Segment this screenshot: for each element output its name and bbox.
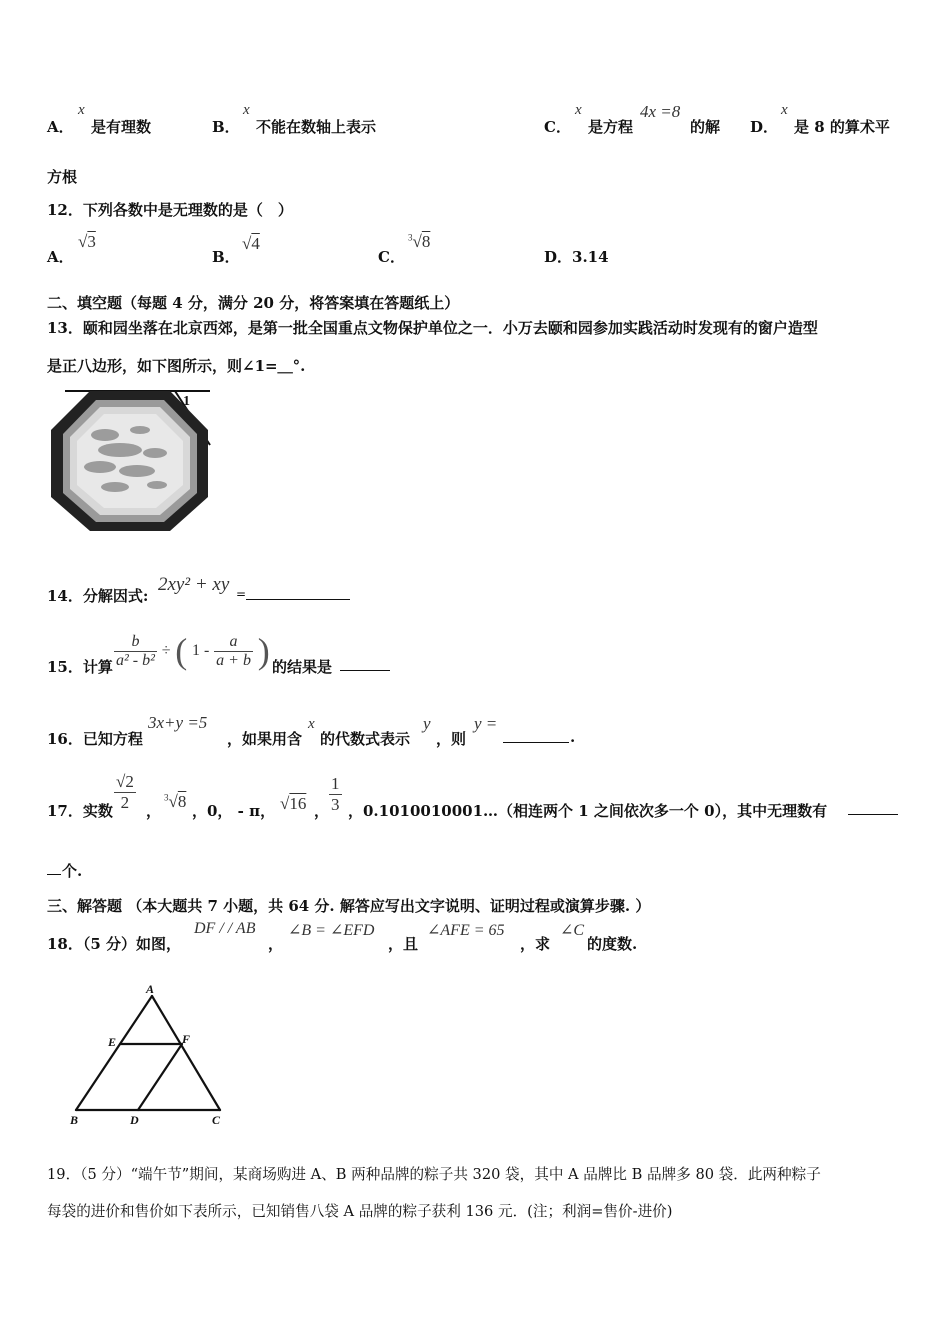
q19-line-2: 每袋的进价和售价如下表所示，已知销售八袋 A 品牌的粽子获利 136 元．(注；利润=售价-进价) xyxy=(47,1203,673,1220)
q12-option-c-root: $^3$√8 xyxy=(408,232,431,251)
q15-fraction-2: $\frac{a}{a + b}$ xyxy=(216,632,251,669)
q15-tail: 的结果是 xyxy=(272,658,333,676)
q11-option-c-text: 是方程 xyxy=(588,118,634,136)
q14-answer-blank[interactable] xyxy=(246,585,350,604)
q11-option-c-var: x xyxy=(575,102,582,118)
q19-line-1: 19．（5 分）“端午节”期间，某商场购进 A、B 两种品牌的粽子共 320 袋，其中 A 品牌比 B 品牌多 80 袋．此两种粽子 xyxy=(47,1166,821,1183)
q15-divide: ÷ xyxy=(161,642,171,659)
q16-mid-1: ，如果用含 xyxy=(227,730,303,748)
right-paren: ) xyxy=(257,631,270,671)
blank-line[interactable] xyxy=(340,656,390,671)
q11-continuation: 方根 xyxy=(47,168,78,186)
q14-label: 14．分解因式: xyxy=(47,587,149,605)
q16-var-y: y xyxy=(423,714,431,733)
q18-sep-3: ，求 xyxy=(520,935,551,953)
q17-label: 17．实数 xyxy=(47,802,113,820)
q15-label: 15．计算 xyxy=(47,658,113,676)
q11-option-a: A． xyxy=(47,118,74,136)
sqrt-sign: √ xyxy=(280,794,290,813)
side-ab xyxy=(76,996,152,1110)
label-e: E xyxy=(108,1035,117,1049)
label-a: A xyxy=(146,982,155,996)
q15-answer-blank[interactable] xyxy=(340,656,390,675)
q14-equals: = xyxy=(236,587,247,601)
q17-sqrt-16: √16 xyxy=(280,794,307,813)
q17-rest-1: ，0， - π， xyxy=(192,802,276,820)
q13-line-1: 13．颐和园坐落在北京西郊，是第一批全国重点文物保护单位之一．小万去颐和园参加实践活动时发现有的窗户造型 xyxy=(47,319,818,337)
q13-line-2: 是正八边形，如下图所示，则∠1=＿°. xyxy=(47,357,306,375)
comma: ， xyxy=(314,802,330,820)
segment-fd xyxy=(138,1044,182,1110)
q11-option-d-var: x xyxy=(781,102,788,118)
q12-option-b: B． xyxy=(212,248,240,266)
angle-1-label: 1 xyxy=(183,394,190,409)
q17-continuation: 个. xyxy=(62,862,83,880)
label-c: C xyxy=(212,1113,221,1127)
q12-option-d: D．3.14 xyxy=(544,248,609,266)
blank-line[interactable] xyxy=(503,728,569,743)
q11-option-c: C． xyxy=(544,118,571,136)
q11-option-b-var: x xyxy=(243,102,250,118)
q11-option-a-text: 是有理数 xyxy=(91,118,152,136)
q18-condition-2: ∠B = ∠EFD xyxy=(288,922,375,939)
label-b: B xyxy=(70,1113,79,1127)
q11-option-d-text: 是 8 的算术平 xyxy=(794,118,890,136)
q17-answer-blank-cont[interactable] xyxy=(47,860,61,879)
q16-tail: . xyxy=(570,728,576,746)
q11-option-b: B． xyxy=(212,118,240,136)
q16-lhs: y = xyxy=(474,714,498,733)
q12-option-a-root: √3 xyxy=(78,232,96,251)
comma: ， xyxy=(146,802,162,820)
q16-label: 16．已知方程 xyxy=(47,730,143,748)
section-3-heading: 三、解答题 （本大题共 7 小题，共 64 分. 解答应写出文字说明、证明过程或演算步骤. ） xyxy=(47,897,651,915)
q12-option-b-root: √4 xyxy=(242,234,260,253)
q16-equation: 3x+y =5 xyxy=(148,713,208,732)
label-f: F xyxy=(182,1032,191,1046)
q18-condition-4: ∠C xyxy=(560,922,585,939)
q17-rest-2: ，0.1010010001…（相连两个 1 之间依次多一个 0），其中无理数有 xyxy=(348,802,828,820)
window-glass xyxy=(77,414,183,508)
q15-expression xyxy=(114,630,270,672)
q18-sep-2: ，且 xyxy=(388,935,419,953)
q18-sep-1: ， xyxy=(268,935,284,953)
q16-mid-2: 的代数式表示 xyxy=(320,730,411,748)
q17-answer-blank[interactable] xyxy=(848,800,898,819)
octagon-window-figure xyxy=(45,385,220,535)
q12-option-c: C． xyxy=(378,248,405,266)
q17-fraction-one-third: $\frac{1}{3}$ xyxy=(331,774,340,814)
q17-fraction-sqrt2: $\frac{√2}{2}$ xyxy=(116,772,134,812)
q16-answer-blank[interactable] xyxy=(503,728,569,747)
q15-fraction-1: $\frac{b}{\text{a² - b²}}$ xyxy=(116,632,155,669)
q15-one-minus: 1 - xyxy=(192,642,210,659)
q18-condition-3: ∠AFE = 65 xyxy=(427,922,505,939)
q16-mid-3: ，则 xyxy=(436,730,467,748)
q17-cube-root-8: $^3$√8 xyxy=(164,792,187,811)
q11-option-d: D． xyxy=(750,118,779,136)
q11-option-c-tail: 的解 xyxy=(690,118,721,136)
q18-condition-1: DF / / AB xyxy=(194,920,256,937)
blank-line[interactable] xyxy=(47,860,61,875)
side-ac xyxy=(152,996,220,1110)
sqrt-sign: √ xyxy=(168,792,178,811)
q12-stem: 12．下列各数中是无理数的是（ ） xyxy=(47,201,293,219)
blank-line[interactable] xyxy=(246,585,350,600)
triangle-figure xyxy=(62,982,237,1132)
q12-option-a: A． xyxy=(47,248,74,266)
sqrt-sign: √ xyxy=(78,232,88,251)
blank-line[interactable] xyxy=(848,800,898,815)
section-2-heading: 二、填空题（每题 4 分，满分 20 分，将答案填在答题纸上） xyxy=(47,294,460,312)
q11-option-a-var: x xyxy=(78,102,85,118)
sqrt-sign: √ xyxy=(412,232,422,251)
q11-option-b-text: 不能在数轴上表示 xyxy=(256,118,377,136)
q14-expression: 2xy² + xy xyxy=(158,574,230,595)
q11-option-c-equation: 4x =8 xyxy=(640,102,681,121)
q16-var-x: x xyxy=(308,716,315,732)
q18-tail: 的度数. xyxy=(587,935,638,953)
q18-label: 18．（5 分）如图， xyxy=(47,935,182,953)
left-paren: ( xyxy=(175,631,188,671)
sqrt-sign: √ xyxy=(242,234,252,253)
label-d: D xyxy=(130,1113,139,1127)
